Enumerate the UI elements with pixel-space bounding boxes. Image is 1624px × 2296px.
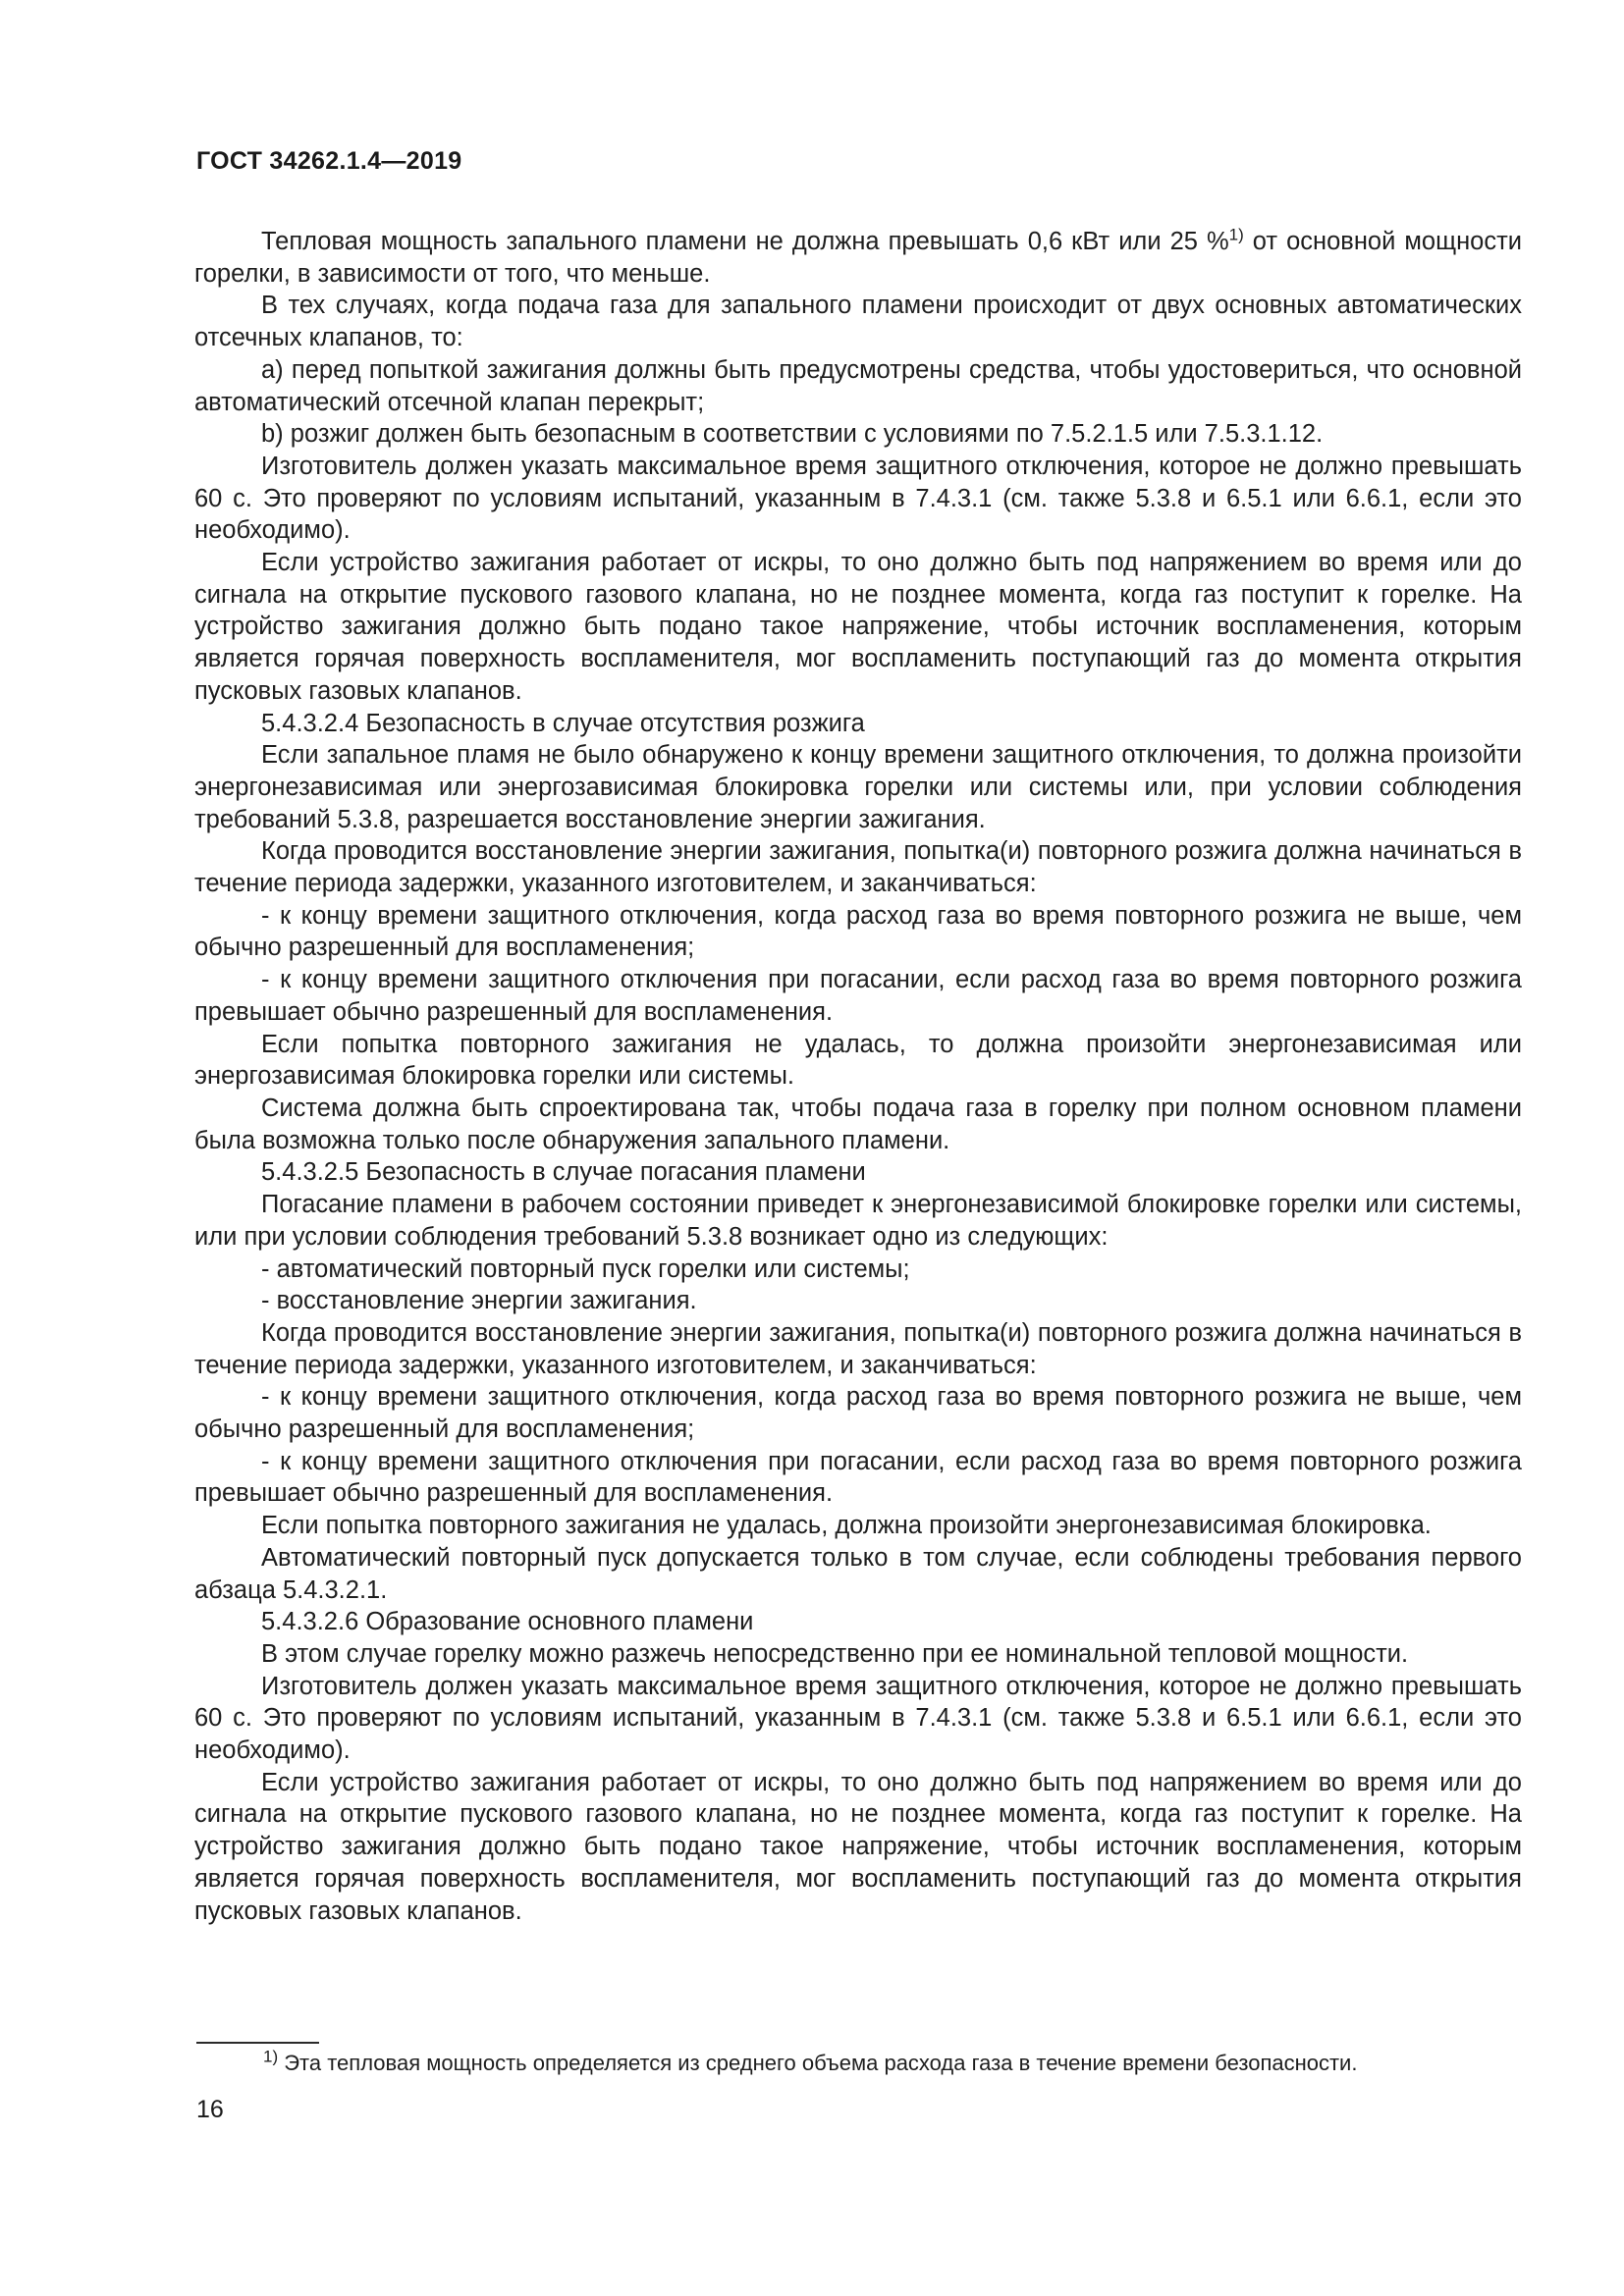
section-heading: 5.4.3.2.6 Образование основного пламени [261, 1608, 754, 1636]
document-body [194, 226, 1522, 1927]
footnote-divider [196, 2042, 319, 2044]
list-item: b) розжиг должен быть безопасным в соответствии с условиями по 7.5.2.1.5 или 7.5.3.1.12. [261, 420, 1324, 449]
paragraph: Изготовитель должен указать максимальное время защитного отключения, которое не должно превышать 60 с. Это проверяют по условиям испытаний, указанным в 7.4.3.1 (см. также 5.3.8 и 6.5.1 или 6.6.1, если это необходимо). [194, 452, 1522, 545]
list-item: - к концу времени защитного отключения, когда расход газа во время повторного розжига не выше, чем обычно разрешенный для воспламенения; [194, 1383, 1522, 1444]
footnote-reference: 1) [1228, 225, 1244, 244]
paragraph: Если запальное пламя не было обнаружено к концу времени защитного отключения, то должна произойти энергонезависимая или энергозависимая блокировка горелки или системы или, при условии соблюдения требований 5.3.8, разрешается восстановление энергии зажигания. [194, 741, 1522, 833]
footnote [196, 2047, 1524, 2077]
paragraph: Когда проводится восстановление энергии зажигания, попытка(и) повторного розжига должна начинаться в течение периода задержки, указанного изготовителем, и заканчиваться: [194, 1318, 1522, 1379]
footnote-marker: 1) [263, 2047, 279, 2066]
list-item: - автоматический повторный пуск горелки или системы; [261, 1255, 910, 1283]
paragraph: Изготовитель должен указать максимальное время защитного отключения, которое не должно превышать 60 с. Это проверяют по условиям испытаний, указанным в 7.4.3.1 (см. также 5.3.8 и 6.5.1 или 6.6.1, если это необходимо). [194, 1672, 1522, 1765]
paragraph-text: Тепловая мощность запального пламени не должна превышать 0,6 кВт или 25 % [261, 228, 1229, 255]
paragraph: Погасание пламени в рабочем состоянии приведет к энергонезависимой блокировке горелки или системы, или при условии соблюдения требований 5.3.8 возникает одно из следующих: [194, 1191, 1522, 1251]
paragraph: В этом случае горелку можно разжечь непосредственно при ее номинальной тепловой мощности. [261, 1639, 1409, 1668]
document-header: ГОСТ 34262.1.4—2019 [196, 147, 462, 175]
section-heading: 5.4.3.2.5 Безопасность в случае погасания пламени [261, 1158, 866, 1187]
paragraph: Если устройство зажигания работает от искры, то оно должно быть под напряжением во время или до сигнала на открытие пускового газового клапана, но не позднее момента, когда газ поступит к горелке. На устройство зажигания должно быть подано такое напряжение, чтобы источник воспламенения, которым является горячая поверхность воспламенителя, мог воспламенить поступающий газ до момента открытия пусковых газовых клапанов. [194, 549, 1522, 705]
list-item: - восстановление энергии зажигания. [261, 1287, 697, 1315]
paragraph: Автоматический повторный пуск допускается только в том случае, если соблюдены требования первого абзаца 5.4.3.2.1. [194, 1543, 1522, 1604]
paragraph-text: от основной мощности горелки, в зависимости от того, что меньше. [194, 228, 1523, 288]
paragraph: Система должна быть спроектирована так, чтобы подача газа в горелку при полном основном пламени была возможна только после обнаружения запального пламени. [194, 1094, 1522, 1154]
paragraph: Если устройство зажигания работает от искры, то оно должно быть под напряжением во время или до сигнала на открытие пускового газового клапана, но не позднее момента, когда газ поступит к горелке. На устройство зажигания должно быть подано такое напряжение, чтобы источник воспламенения, которым является горячая поверхность воспламенителя, мог воспламенить поступающий газ до момента открытия пусковых газовых клапанов. [194, 1768, 1522, 1925]
page-number: 16 [196, 2096, 224, 2123]
paragraph: Если попытка повторного зажигания не удалась, должна произойти энергонезависимая блокировка. [261, 1512, 1432, 1540]
paragraph [194, 226, 1522, 290]
paragraph: В тех случаях, когда подача газа для запального пламени происходит от двух основных автоматических отсечных клапанов, то: [194, 292, 1522, 352]
footnote-text: Эта тепловая мощность определяется из среднего объема расхода газа в течение времени безопасности. [278, 2051, 1358, 2075]
section-heading: 5.4.3.2.4 Безопасность в случае отсутствия розжига [261, 709, 865, 737]
paragraph: Когда проводится восстановление энергии зажигания, попытка(и) повторного розжига должна начинаться в течение периода задержки, указанного изготовителем, и заканчиваться: [194, 837, 1522, 898]
paragraph: Если попытка повторного зажигания не удалась, то должна произойти энергонезависимая или энергозависимая блокировка горелки или системы. [194, 1030, 1522, 1091]
list-item: a) перед попыткой зажигания должны быть предусмотрены средства, чтобы удостовериться, что основной автоматический отсечной клапан перекрыт; [194, 355, 1522, 416]
list-item: - к концу времени защитного отключения, когда расход газа во время повторного розжига не выше, чем обычно разрешенный для воспламенения; [194, 901, 1522, 962]
list-item: - к концу времени защитного отключения при погасании, если расход газа во время повторного розжига превышает обычно разрешенный для воспламенения. [194, 966, 1522, 1026]
list-item: - к концу времени защитного отключения при погасании, если расход газа во время повторного розжига превышает обычно разрешенный для воспламенения. [194, 1447, 1522, 1508]
